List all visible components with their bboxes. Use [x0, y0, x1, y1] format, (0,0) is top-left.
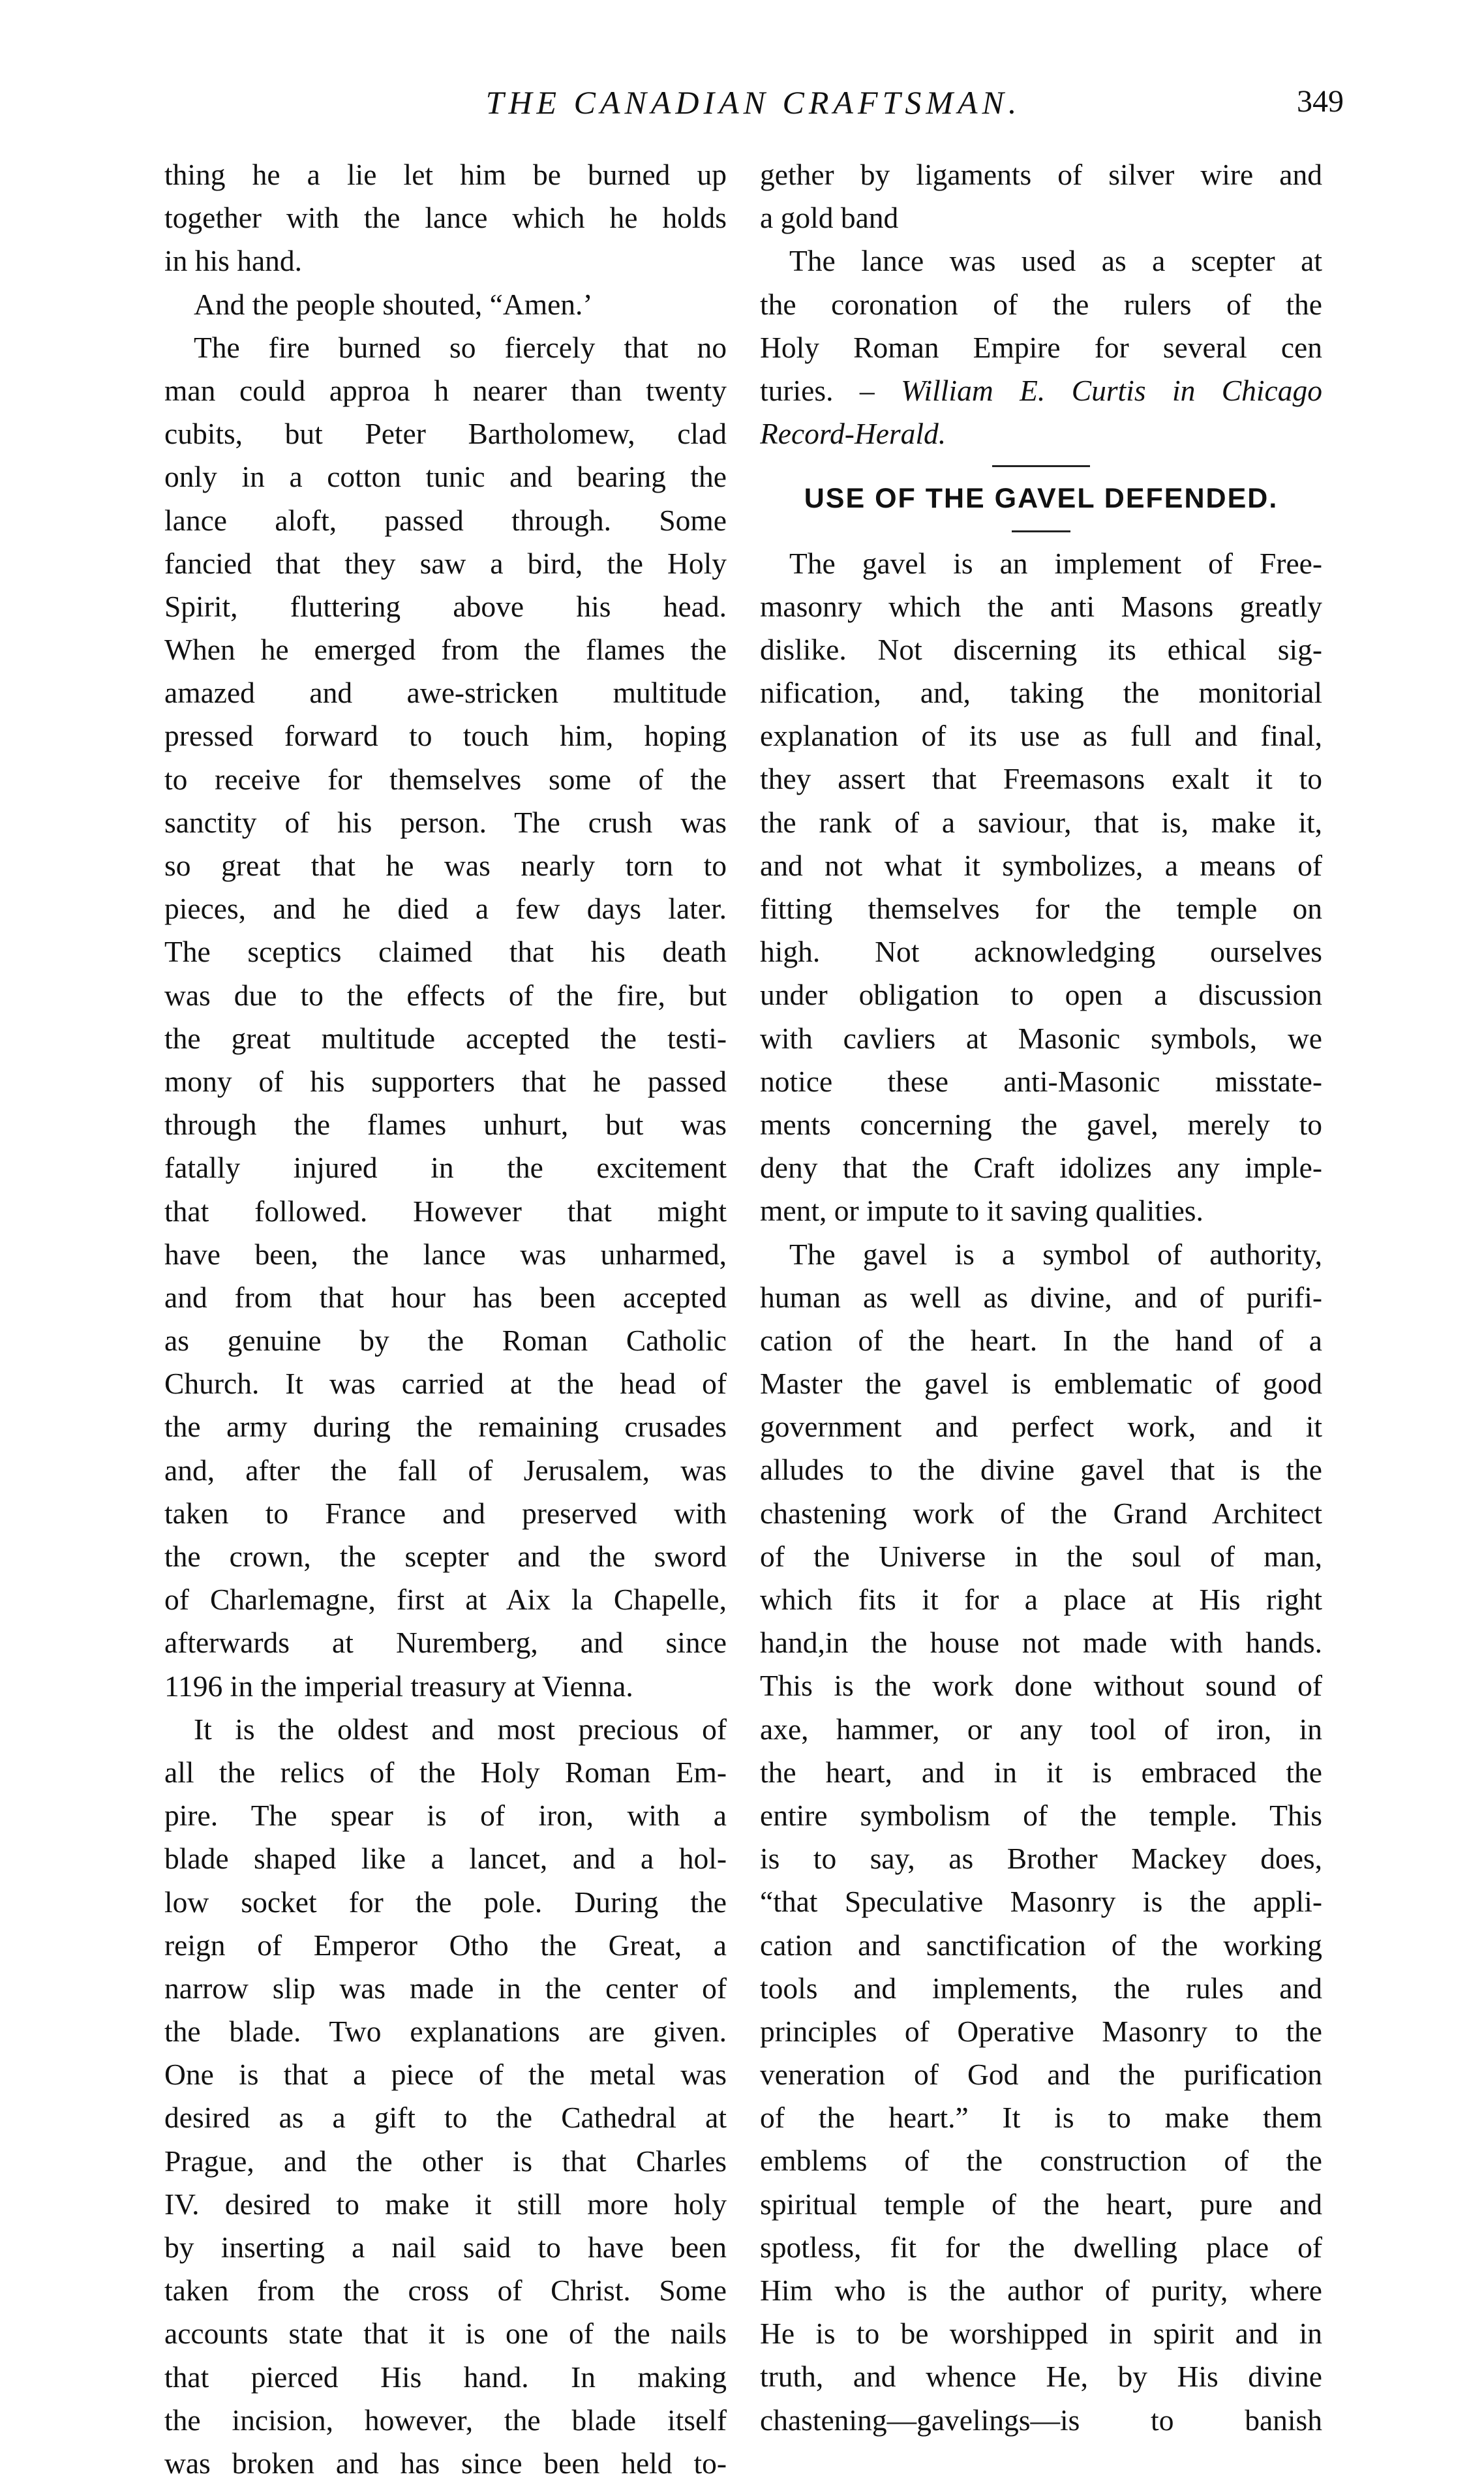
text-line: The fire burned so fiercely that no [194, 330, 727, 364]
text-line: This is the work done without sound of [760, 1669, 1322, 1703]
text-line: and from that hour has been accepted [164, 1280, 727, 1314]
text-line: a gold band [760, 201, 899, 235]
text-line: Church. It was carried at the head of [164, 1367, 727, 1401]
text-line: The gavel is a symbol of authority, [789, 1237, 1322, 1271]
text-line: notice these anti-Masonic misstate- [760, 1064, 1322, 1098]
text-line: in his hand. [164, 244, 303, 278]
text-line: with cavliers at Masonic symbols, we [760, 1021, 1322, 1055]
text-line: the crown, the scepter and the sword [164, 1540, 727, 1573]
text-line: government and perfect work, and it [760, 1410, 1322, 1444]
text-line: and, after the fall of Jerusalem, was [164, 1453, 727, 1487]
text-line: they assert that Freemasons exalt it to [760, 762, 1322, 796]
text-line: man could approa h nearer than twenty [164, 373, 727, 407]
text-line: desired as a gift to the Cathedral at [164, 2101, 727, 2135]
text-line: by inserting a nail said to have been [164, 2231, 727, 2264]
text-line: was broken and has since been held to- [164, 2446, 727, 2480]
text-line: accounts state that it is one of the nails [164, 2317, 727, 2351]
text-line: fancied that they saw a bird, the Holy [164, 546, 727, 580]
text-line: to receive for themselves some of the [164, 762, 727, 796]
page-number: 349 [1297, 84, 1344, 119]
text-line: lance aloft, passed through. Some [164, 503, 727, 537]
text-line: turies. [760, 373, 834, 407]
text-line: principles of Operative Masonry to the [760, 2014, 1322, 2048]
text-line: And the people shouted, “Amen.’ [194, 287, 593, 321]
text-line: chastening work of the Grand Architect [760, 1496, 1322, 1530]
text-line: through the flames unhurt, but was [164, 1108, 727, 1142]
text-line: fatally injured in the excitement [164, 1151, 727, 1185]
running-head [163, 78, 1344, 130]
text-line: the coronation of the rulers of the [760, 287, 1322, 321]
text-line: It is the oldest and most precious of [194, 1712, 727, 1746]
byline-line [760, 412, 1322, 455]
text-line: tools and implements, the rules and [760, 1971, 1322, 2005]
text-line: high. Not acknowledging ourselves [760, 935, 1322, 969]
text-line: The gavel is an implement of Free- [789, 546, 1322, 580]
text-line: have been, the lance was unharmed, [164, 1237, 727, 1271]
text-line: pressed forward to touch him, hoping [164, 719, 727, 753]
divider-rule [992, 465, 1090, 467]
text-line: Holy Roman Empire for several cen [760, 330, 1322, 364]
text-line: explanation of its use as full and final, [760, 719, 1322, 753]
text-line: thing he a lie let him be burned up [164, 158, 727, 191]
text-line: so great that he was nearly torn to [164, 849, 727, 882]
text-line: fitting themselves for the temple on [760, 892, 1322, 925]
text-line: hand,in the house not made with hands. [760, 1626, 1322, 1660]
byline-line: turies. – William E. Curtis in Chicago [760, 373, 1322, 407]
text-line: The sceptics claimed that his death [164, 935, 727, 969]
byline-author: William E. Curtis in Chicago [901, 373, 1322, 407]
section-divider [760, 455, 1322, 477]
text-line: dislike. Not discerning its ethical sig- [760, 632, 1322, 666]
text-line: all the relics of the Holy Roman Em- [164, 1755, 727, 1789]
text-line: cation and sanctification of the working [760, 1928, 1322, 1962]
divider-rule [1012, 530, 1070, 532]
text-line: Him who is the author of purity, where [760, 2274, 1322, 2307]
text-line: that pierced His hand. In making [164, 2360, 727, 2394]
text-line: the great multitude accepted the testi- [164, 1021, 727, 1055]
left-column [164, 153, 727, 2485]
text-line: spiritual temple of the heart, pure and [760, 2187, 1322, 2221]
text-line: the incision, however, the blade itself [164, 2403, 727, 2437]
text-line: deny that the Craft idolizes any imple- [760, 1151, 1322, 1185]
text-line: amazed and awe-stricken multitude [164, 676, 727, 710]
text-line: truth, and whence He, by His divine [760, 2360, 1322, 2394]
text-line: of the Universe in the soul of man, [760, 1539, 1322, 1573]
heading-divider [760, 521, 1322, 542]
text-line: narrow slip was made in the center of [164, 1971, 727, 2005]
text-line: ment, or impute to it saving qualities. [760, 1194, 1204, 1228]
text-line: that followed. However that might [164, 1194, 727, 1228]
text-line: Master the gavel is emblematic of good [760, 1367, 1322, 1401]
text-line: emblems of the construction of the [760, 2144, 1322, 2178]
text-line: gether by ligaments of silver wire and [760, 158, 1322, 191]
text-line: the blade. Two explanations are given. [164, 2015, 727, 2049]
text-line: cation of the heart. In the hand of a [760, 1323, 1322, 1357]
text-line: which fits it for a place at His right [760, 1583, 1322, 1616]
text-line: human as well as divine, and of purifi- [760, 1280, 1322, 1314]
text-line: chastening—gavelings—is to banish [760, 2403, 1322, 2437]
text-line: nification, and, taking the monitorial [760, 676, 1322, 710]
text-line: of the heart.” It is to make them [760, 2101, 1322, 2135]
text-line: “that Speculative Masonry is the appli- [760, 1885, 1322, 1919]
text-line: taken from the cross of Christ. Some [164, 2274, 727, 2308]
text-line: was due to the effects of the fire, but [164, 978, 727, 1012]
byline-source: Record-Herald. [760, 417, 946, 451]
text-line: spotless, fit for the dwelling place of [760, 2230, 1322, 2264]
text-line: blade shaped like a lancet, and a hol- [164, 1842, 727, 1876]
text-line: taken to France and preserved with [164, 1496, 727, 1530]
running-title: THE CANADIAN CRAFTSMAN. [485, 84, 1022, 121]
text-line: He is to be worshipped in spirit and in [760, 2317, 1322, 2351]
right-column [760, 153, 1322, 2442]
text-line: entire symbolism of the temple. This [760, 1798, 1322, 1832]
text-line: axe, hammer, or any tool of iron, in [760, 1712, 1322, 1746]
text-line: the heart, and in it is embraced the [760, 1755, 1322, 1789]
text-line: together with the lance which he holds [164, 201, 727, 235]
text-line: IV. desired to make it still more holy [164, 2187, 727, 2221]
text-line: Prague, and the other is that Charles [164, 2144, 727, 2178]
text-line: and not what it symbolizes, a means of [760, 848, 1322, 882]
text-line: under obligation to open a discussion [760, 978, 1322, 1012]
text-line: is to say, as Brother Mackey does, [760, 1842, 1322, 1876]
text-line: When he emerged from the flames the [164, 633, 727, 667]
text-line: pieces, and he died a few days later. [164, 892, 727, 926]
text-line: 1196 in the imperial treasury at Vienna. [164, 1669, 633, 1703]
text-line: low socket for the pole. During the [164, 1885, 727, 1919]
text-line: ments concerning the gavel, merely to [760, 1107, 1322, 1141]
text-line: reign of Emperor Otho the Great, a [164, 1928, 727, 1962]
text-line: pire. The spear is of iron, with a [164, 1799, 727, 1833]
text-line: Spirit, fluttering above his head. [164, 589, 727, 623]
text-line: afterwards at Nuremberg, and since [164, 1626, 727, 1660]
text-line: the army during the remaining crusades [164, 1410, 727, 1444]
text-line: of Charlemagne, first at Aix la Chapelle, [164, 1583, 727, 1617]
text-line: One is that a piece of the metal was [164, 2058, 727, 2092]
text-line: veneration of God and the purification [760, 2058, 1322, 2092]
text-line: as genuine by the Roman Catholic [164, 1324, 727, 1358]
text-line: the rank of a saviour, that is, make it, [760, 805, 1322, 839]
text-line: sanctity of his person. The crush was [164, 805, 727, 839]
text-line: masonry which the anti Masons greatly [760, 589, 1322, 623]
text-line: alludes to the divine gavel that is the [760, 1453, 1322, 1487]
section-heading: USE OF THE GAVEL DEFENDED. [804, 483, 1279, 515]
text-line: mony of his supporters that he passed [164, 1064, 727, 1098]
text-line: The lance was used as a scepter at [789, 244, 1322, 278]
text-line: cubits, but Peter Bartholomew, clad [164, 417, 727, 451]
text-line: only in a cotton tunic and bearing the [164, 460, 727, 494]
